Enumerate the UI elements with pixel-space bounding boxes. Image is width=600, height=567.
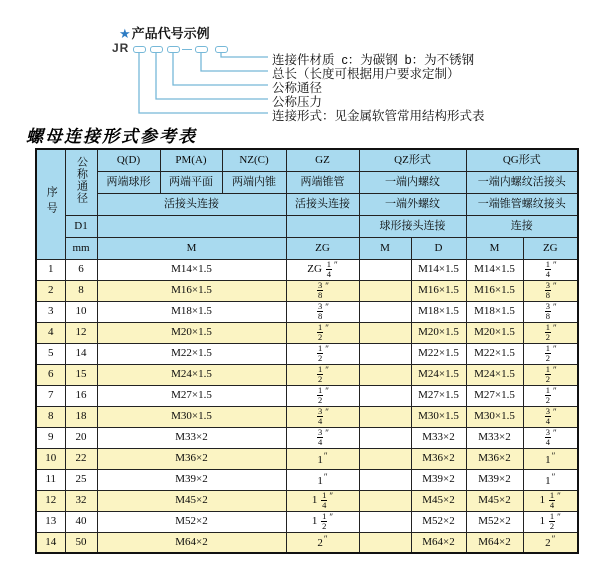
cell-qg-m: M52×2	[466, 511, 523, 532]
cell-gz-zg: ZG $\frac{1}{4}$ ″	[286, 259, 359, 280]
cell-qg-zg: 1″	[523, 448, 578, 469]
cell-dn-mm: 25	[65, 469, 97, 490]
cell-dn-mm: 6	[65, 259, 97, 280]
cell-m-thread: M39×2	[97, 469, 286, 490]
header-m-unit: M	[97, 237, 286, 259]
cell-qz-d: M30×1.5	[411, 406, 466, 427]
cell-dn-mm: 16	[65, 385, 97, 406]
cell-qg-zg: $\frac{3}{8}$ ″	[523, 280, 578, 301]
cell-dn-mm: 12	[65, 322, 97, 343]
code-box-2	[150, 46, 163, 53]
cell-qg-m: M45×2	[466, 490, 523, 511]
cell-qg-m: M27×1.5	[466, 385, 523, 406]
cell-qz-m	[359, 343, 411, 364]
page-title: 螺母连接形式参考表	[26, 127, 197, 146]
cell-gz-zg: $\frac{1}{2}$ ″	[286, 343, 359, 364]
code-box-1	[133, 46, 146, 53]
cell-qz-m	[359, 280, 411, 301]
cell-qz-d: M24×1.5	[411, 364, 466, 385]
cell-m-thread: M20×1.5	[97, 322, 286, 343]
cell-qz-d: M45×2	[411, 490, 466, 511]
table-row	[36, 427, 578, 448]
diagram-label-diameter: 公称通径	[272, 81, 323, 95]
cell-qz-m	[359, 469, 411, 490]
code-box-4	[195, 46, 208, 53]
cell-dn-mm: 18	[65, 406, 97, 427]
cell-qz-m	[359, 511, 411, 532]
cell-dn-mm: 15	[65, 364, 97, 385]
cell-gz-zg: $\frac{3}{4}$ ″	[286, 427, 359, 448]
table-row	[36, 343, 578, 364]
cell-gz-zg: $\frac{1}{2}$ ″	[286, 385, 359, 406]
header-gz-unit: ZG	[286, 237, 359, 259]
header-pm-code: PM(A)	[160, 149, 222, 171]
cell-dn-mm: 50	[65, 532, 97, 553]
cell-qz-m	[359, 448, 411, 469]
cell-qz-d: M33×2	[411, 427, 466, 448]
diagram-heading	[119, 23, 210, 42]
cell-qz-d: M18×1.5	[411, 301, 466, 322]
table-row	[36, 490, 578, 511]
cell-serial: 7	[36, 385, 65, 406]
header-d1: D1	[65, 215, 97, 237]
cell-m-thread: M33×2	[97, 427, 286, 448]
cell-serial: 3	[36, 301, 65, 322]
header-qz-u1: M	[359, 237, 411, 259]
cell-qg-zg: 1 $\frac{1}{2}$ ″	[523, 511, 578, 532]
table-row	[36, 280, 578, 301]
reference-table	[35, 148, 579, 554]
cell-dn-mm: 40	[65, 511, 97, 532]
header-mm: mm	[65, 237, 97, 259]
cell-qz-d: M16×1.5	[411, 280, 466, 301]
cell-qz-d: M39×2	[411, 469, 466, 490]
cell-qg-zg: $\frac{1}{2}$ ″	[523, 343, 578, 364]
cell-qz-d: M14×1.5	[411, 259, 466, 280]
cell-qz-m	[359, 364, 411, 385]
cell-serial: 12	[36, 490, 65, 511]
cell-gz-zg: 1″	[286, 469, 359, 490]
cell-qg-m: M64×2	[466, 532, 523, 553]
cell-qg-m: M24×1.5	[466, 364, 523, 385]
cell-qz-m	[359, 301, 411, 322]
cell-dn-mm: 14	[65, 343, 97, 364]
cell-serial: 6	[36, 364, 65, 385]
cell-gz-zg: 1 $\frac{1}{4}$ ″	[286, 490, 359, 511]
cell-qz-d: M20×1.5	[411, 322, 466, 343]
table-row	[36, 406, 578, 427]
cell-gz-zg: $\frac{1}{2}$ ″	[286, 364, 359, 385]
cell-dn-mm: 10	[65, 301, 97, 322]
header-qz-connection: 一端外螺纹	[359, 193, 466, 215]
header-pm-desc: 两端平面	[160, 171, 222, 193]
header-qg-code: QG形式	[466, 149, 578, 171]
table-row	[36, 301, 578, 322]
cell-serial: 8	[36, 406, 65, 427]
cell-gz-zg: $\frac{3}{8}$ ″	[286, 280, 359, 301]
cell-m-thread: M24×1.5	[97, 364, 286, 385]
cell-qg-zg: $\frac{1}{4}$ ″	[523, 259, 578, 280]
diagram-label-connection: 连接形式：见金属软管常用结构形式表	[272, 109, 485, 123]
star-icon: ★	[119, 26, 131, 41]
cell-qg-zg: 1 $\frac{1}{4}$ ″	[523, 490, 578, 511]
table-row	[36, 448, 578, 469]
table-row	[36, 532, 578, 553]
cell-qg-m: M39×2	[466, 469, 523, 490]
cell-m-thread: M64×2	[97, 532, 286, 553]
cell-qz-d: M22×1.5	[411, 343, 466, 364]
cell-qg-zg: 2″	[523, 532, 578, 553]
cell-serial: 1	[36, 259, 65, 280]
cell-m-thread: M45×2	[97, 490, 286, 511]
cell-serial: 13	[36, 511, 65, 532]
table-row	[36, 259, 578, 280]
header-qg-join: 连接	[466, 215, 578, 237]
cell-qg-zg: $\frac{3}{4}$ ″	[523, 406, 578, 427]
header-q-code: Q(D)	[97, 149, 160, 171]
cell-m-thread: M30×1.5	[97, 406, 286, 427]
header-qz-u2: D	[411, 237, 466, 259]
cell-qz-m	[359, 427, 411, 448]
header-gz-desc: 两端锥管	[286, 171, 359, 193]
header-qg-u2: ZG	[523, 237, 578, 259]
cell-qg-m: M18×1.5	[466, 301, 523, 322]
diagram-label-pressure: 公称压力	[272, 95, 323, 109]
cell-qz-m	[359, 259, 411, 280]
header-qg-desc: 一端内螺纹活接头	[466, 171, 578, 193]
cell-gz-zg: 1 $\frac{1}{2}$ ″	[286, 511, 359, 532]
cell-serial: 9	[36, 427, 65, 448]
table-row	[36, 469, 578, 490]
table-header	[36, 149, 578, 259]
cell-qz-m	[359, 532, 411, 553]
table-row	[36, 385, 578, 406]
header-gz-connection: 活接头连接	[286, 193, 359, 215]
cell-qg-m: M20×1.5	[466, 322, 523, 343]
cell-m-thread: M14×1.5	[97, 259, 286, 280]
header-qz-code: QZ形式	[359, 149, 466, 171]
header-empty-gz	[286, 215, 359, 237]
cell-m-thread: M52×2	[97, 511, 286, 532]
code-box-5	[215, 46, 228, 53]
table-row	[36, 322, 578, 343]
cell-dn-mm: 20	[65, 427, 97, 448]
header-qz-desc: 一端内螺纹	[359, 171, 466, 193]
header-nominal-diameter: 公称通径	[65, 149, 97, 215]
cell-gz-zg: $\frac{1}{2}$ ″	[286, 322, 359, 343]
diagram-heading-text: 产品代号示例	[131, 26, 210, 41]
cell-qg-m: M36×2	[466, 448, 523, 469]
header-empty-left	[97, 215, 286, 237]
cell-qz-d: M27×1.5	[411, 385, 466, 406]
cell-qz-m	[359, 406, 411, 427]
cell-qg-m: M16×1.5	[466, 280, 523, 301]
diagram-label-length: 总长（长度可根据用户要求定制）	[272, 67, 460, 81]
cell-qz-m	[359, 490, 411, 511]
code-box-3	[167, 46, 180, 53]
cell-qg-m: M14×1.5	[466, 259, 523, 280]
cell-m-thread: M18×1.5	[97, 301, 286, 322]
cell-qz-m	[359, 385, 411, 406]
header-gz-code: GZ	[286, 149, 359, 171]
cell-m-thread: M27×1.5	[97, 385, 286, 406]
cell-serial: 11	[36, 469, 65, 490]
cell-gz-zg: 1″	[286, 448, 359, 469]
table-row	[36, 364, 578, 385]
cell-qz-d: M64×2	[411, 532, 466, 553]
cell-gz-zg: 2″	[286, 532, 359, 553]
header-serial: 序号	[36, 149, 65, 259]
table-row	[36, 511, 578, 532]
diagram-label-material: 连接件材质 c：为碳钢 b：为不锈钢	[272, 53, 475, 67]
cell-m-thread: M36×2	[97, 448, 286, 469]
cell-qg-m: M33×2	[466, 427, 523, 448]
product-code-prefix: JR	[112, 41, 130, 55]
header-qg-u1: M	[466, 237, 523, 259]
cell-gz-zg: $\frac{3}{4}$ ″	[286, 406, 359, 427]
cell-serial: 2	[36, 280, 65, 301]
cell-qg-zg: $\frac{1}{2}$ ″	[523, 364, 578, 385]
cell-serial: 14	[36, 532, 65, 553]
table-body	[36, 259, 578, 553]
header-nz-code: NZ(C)	[222, 149, 286, 171]
cell-qg-zg: $\frac{3}{4}$ ″	[523, 427, 578, 448]
cell-qg-m: M22×1.5	[466, 343, 523, 364]
product-code-diagram	[0, 0, 600, 130]
cell-serial: 10	[36, 448, 65, 469]
cell-m-thread: M16×1.5	[97, 280, 286, 301]
cell-qg-zg: $\frac{1}{2}$ ″	[523, 385, 578, 406]
code-dash	[182, 49, 192, 50]
cell-dn-mm: 32	[65, 490, 97, 511]
cell-qz-d: M52×2	[411, 511, 466, 532]
cell-qz-d: M36×2	[411, 448, 466, 469]
cell-dn-mm: 22	[65, 448, 97, 469]
header-union-connection: 活接头连接	[97, 193, 286, 215]
cell-qg-m: M30×1.5	[466, 406, 523, 427]
header-qz-join: 球形接头连接	[359, 215, 466, 237]
cell-qg-zg: $\frac{1}{2}$ ″	[523, 322, 578, 343]
cell-dn-mm: 8	[65, 280, 97, 301]
header-nz-desc: 两端内锥	[222, 171, 286, 193]
header-q-desc: 两端球形	[97, 171, 160, 193]
cell-serial: 5	[36, 343, 65, 364]
cell-gz-zg: $\frac{3}{8}$ ″	[286, 301, 359, 322]
header-qg-connection: 一端锥管螺纹接头	[466, 193, 578, 215]
cell-qz-m	[359, 322, 411, 343]
cell-serial: 4	[36, 322, 65, 343]
cell-qg-zg: $\frac{3}{8}$ ″	[523, 301, 578, 322]
cell-m-thread: M22×1.5	[97, 343, 286, 364]
cell-qg-zg: 1″	[523, 469, 578, 490]
